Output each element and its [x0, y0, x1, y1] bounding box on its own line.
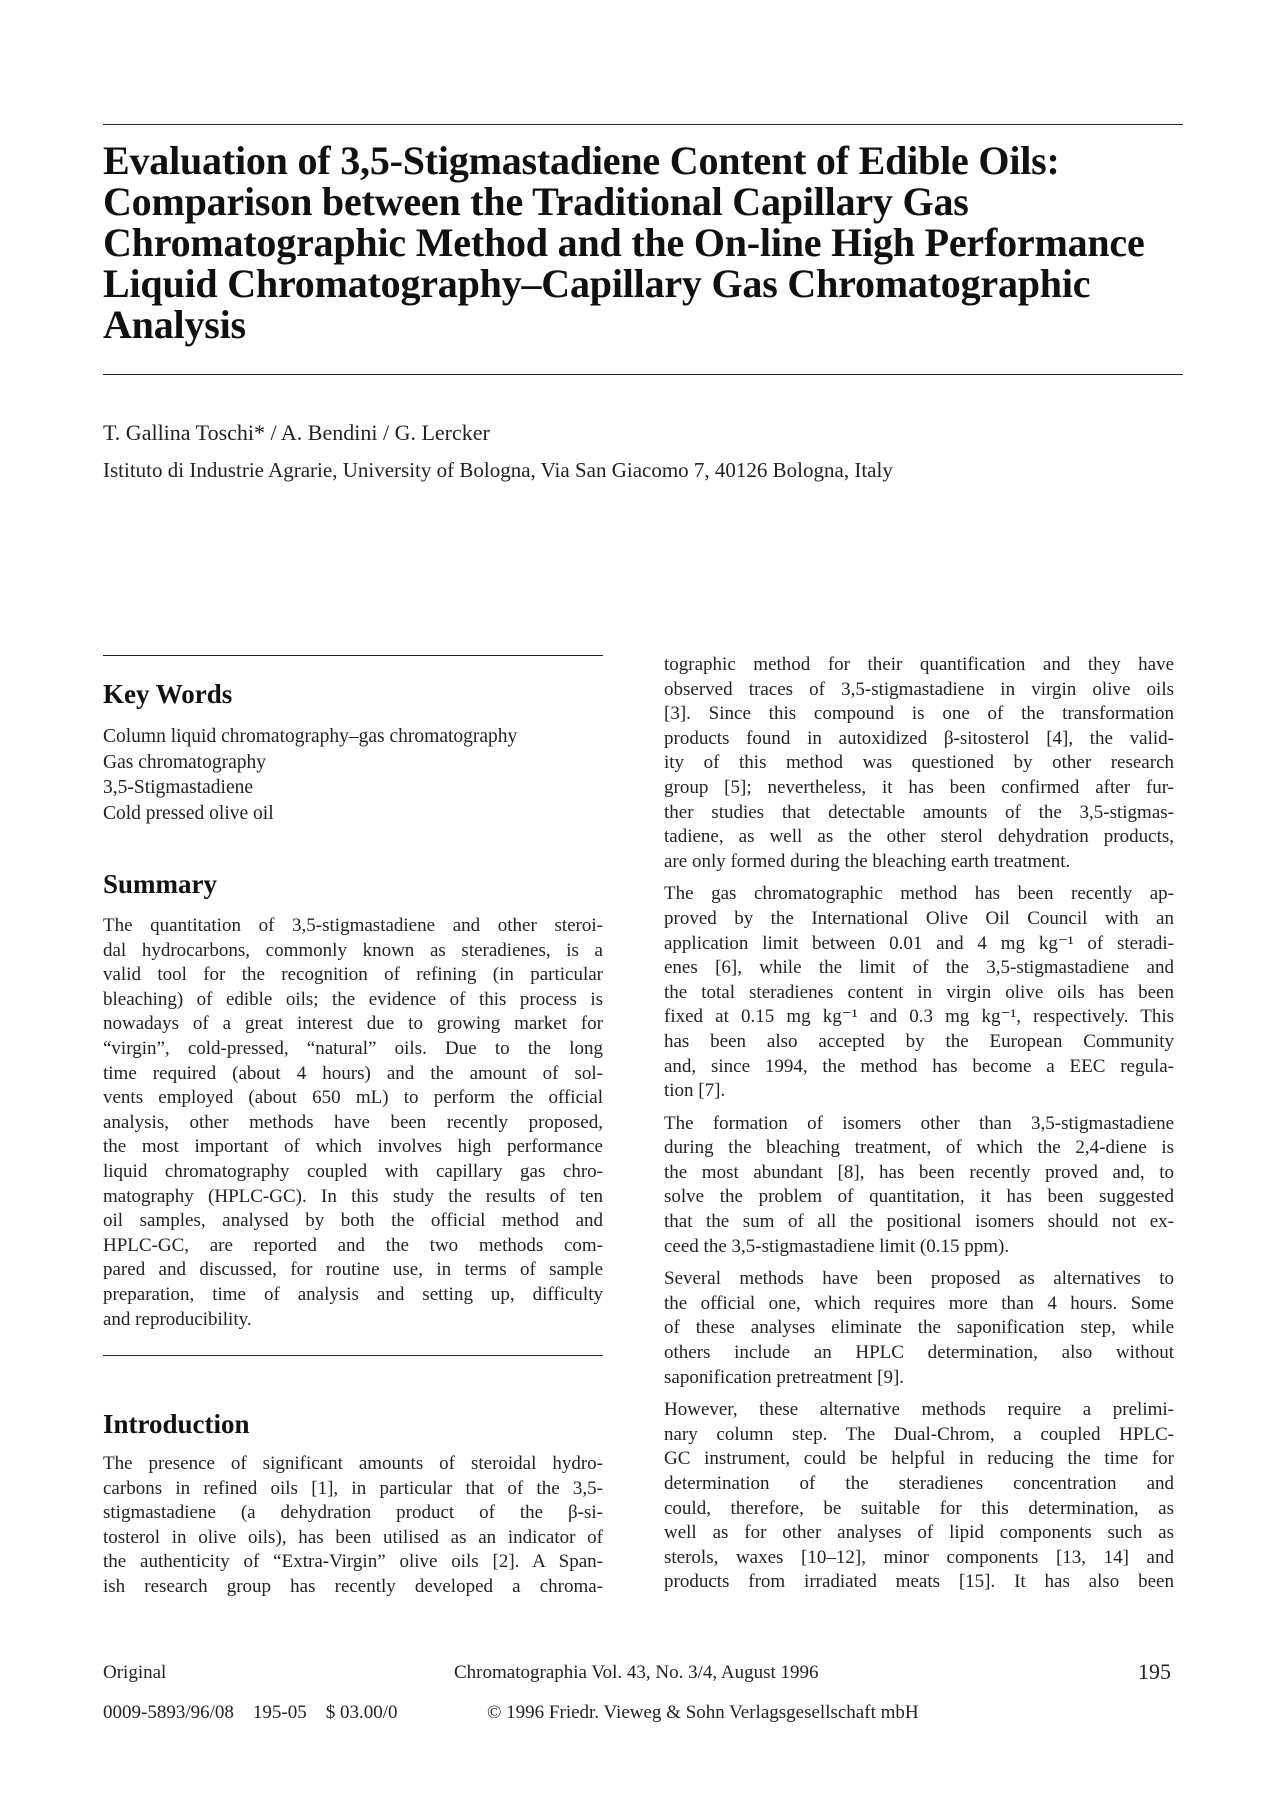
paragraph — [664, 1112, 1174, 1260]
paragraph-line: nary column step. The Dual-Chrom, a coupled HPLC- — [664, 1423, 1174, 1445]
title-line: Comparison between the Traditional Capillary Gas — [103, 179, 969, 224]
paragraph-line: fixed at 0.15 mg kg⁻¹ and 0.3 mg kg⁻¹, respectively. This — [664, 1006, 1174, 1028]
summary-line: valid tool for the recognition of refining (in particular — [103, 964, 603, 986]
summary-line: oil samples, analysed by both the official method and — [103, 1210, 603, 1232]
introduction-line: stigmastadiene (a dehydration product of the β-si- — [103, 1502, 603, 1524]
copyright: © 1996 Friedr. Vieweg & Sohn Verlagsgesellschaft mbH — [487, 1702, 919, 1723]
authors: T. Gallina Toschi* / A. Bendini / G. Lercker — [103, 420, 490, 445]
paragraph-line: of these analyses eliminate the saponification step, while — [664, 1317, 1174, 1339]
paragraph — [664, 1398, 1174, 1595]
paragraph-line: However, these alternative methods require a prelimi- — [664, 1399, 1174, 1421]
title-bottom-rule — [103, 374, 1183, 375]
keywords-heading: Key Words — [103, 679, 233, 709]
introduction-line: carbons in refined oils [1], in particular that of the 3,5- — [103, 1477, 603, 1499]
paragraph-line: could, therefore, be suitable for this determination, as — [664, 1497, 1174, 1519]
keyword-list — [103, 724, 603, 826]
summary-line: time required (about 4 hours) and the amount of sol- — [103, 1062, 603, 1084]
paragraph-line: tadiene, as well as the other sterol dehydration products, — [664, 826, 1174, 848]
introduction-section — [103, 1408, 603, 1600]
paragraph-line: enes [6], while the limit of the 3,5-stigmastadiene and — [664, 957, 1174, 979]
paragraph-line: group [5]; nevertheless, it has been confirmed after fur- — [664, 776, 1174, 798]
paragraph-line: Several methods have been proposed as alternatives to — [664, 1268, 1174, 1290]
summary-line: HPLC-GC, are reported and the two methods com- — [103, 1234, 603, 1256]
paragraph-line: ther studies that detectable amounts of the 3,5-stigmas- — [664, 801, 1174, 823]
paragraph-line: products from irradiated meats [15]. It has also been — [664, 1571, 1174, 1593]
summary-line: pared and discussed, for routine use, in terms of sample — [103, 1259, 603, 1281]
summary-line: preparation, time of analysis and setting up, difficulty — [103, 1283, 603, 1305]
summary-line: and reproducibility. — [103, 1308, 252, 1330]
summary-line: liquid chromatography coupled with capillary gas chro- — [103, 1160, 603, 1182]
article-title — [103, 140, 1183, 345]
summary-line: “virgin”, cold-pressed, “natural” oils. Due to the long — [103, 1037, 603, 1059]
page-number: 195 — [1138, 1659, 1171, 1684]
paragraph-line: products found in autoxidized β-sitosterol [4], the valid- — [664, 727, 1174, 749]
summary-section — [103, 868, 603, 1332]
paragraph — [664, 653, 1174, 874]
paragraph-line: saponification pretreatment [9]. — [664, 1366, 905, 1388]
summary-bottom-rule — [103, 1355, 603, 1356]
paragraph-line: well as for other analyses of lipid components such as — [664, 1522, 1174, 1544]
title-line: Evaluation of 3,5-Stigmastadiene Content of Edible Oils: — [103, 138, 1060, 183]
paragraph-line: solve the problem of quantitation, it has been suggested — [664, 1186, 1174, 1208]
summary-line: dal hydrocarbons, commonly known as steradienes, is a — [103, 939, 603, 961]
paragraph-line: sterols, waxes [10–12], minor components [13, 14] and — [664, 1546, 1174, 1568]
paragraph-line: are only formed during the bleaching earth treatment. — [664, 850, 1071, 872]
paragraph-line: ceed the 3,5-stigmastadiene limit (0.15 ppm). — [664, 1235, 1010, 1257]
paragraph — [664, 1267, 1174, 1390]
summary-line: nowadays of a great interest due to growing market for — [103, 1013, 603, 1035]
title-line: Chromatographic Method and the On-line High Performance — [103, 220, 1145, 265]
paragraph-line: and, since 1994, the method has become a EEC regula- — [664, 1055, 1174, 1077]
keywords-section — [103, 678, 603, 826]
summary-line: matography (HPLC-GC). In this study the results of ten — [103, 1185, 603, 1207]
summary-line: The quantitation of 3,5-stigmastadiene and other steroi- — [103, 915, 603, 936]
title-top-rule — [103, 124, 1183, 125]
paragraph-line: application limit between 0.01 and 4 mg kg⁻¹ of steradi- — [664, 932, 1174, 954]
article-code: 0009-5893/96/08 195-05 $ 03.00/0 — [103, 1702, 398, 1723]
summary-line: the most important of which involves high performance — [103, 1136, 603, 1158]
keyword-item: Cold pressed olive oil — [103, 802, 274, 824]
introduction-line: tosterol in olive oils), has been utilised as an indicator of — [103, 1526, 603, 1548]
paragraph-line: tographic method for their quantification and they have — [664, 654, 1174, 675]
summary-line: vents employed (about 650 mL) to perform the official — [103, 1087, 603, 1109]
affiliation: Istituto di Industrie Agrarie, University of Bologna, Via San Giacomo 7, 40126 Bologna, Italy — [103, 458, 893, 482]
introduction-heading: Introduction — [103, 1409, 250, 1439]
title-line: Analysis — [103, 302, 246, 347]
keyword-item: Column liquid chromatography–gas chromatography — [103, 726, 518, 747]
paragraph-line: [3]. Since this compound is one of the transformation — [664, 703, 1174, 725]
summary-line: bleaching) of edible oils; the evidence of this process is — [103, 988, 603, 1010]
paragraph-line: the official one, which requires more than 4 hours. Some — [664, 1292, 1174, 1314]
keyword-item: Gas chromatography — [103, 751, 266, 773]
introduction-line: The presence of significant amounts of steroidal hydro- — [103, 1453, 603, 1474]
summary-heading: Summary — [103, 869, 217, 899]
paragraph-line: proved by the International Olive Oil Council with an — [664, 907, 1174, 929]
introduction-line: ish research group has recently developed a chroma- — [103, 1575, 603, 1597]
summary-body — [103, 914, 603, 1332]
paragraph-line: The gas chromatographic method has been recently ap- — [664, 883, 1174, 905]
title-line: Liquid Chromatography–Capillary Gas Chromatographic — [103, 261, 1091, 306]
paragraph-line: ity of this method was questioned by other research — [664, 752, 1174, 774]
paragraph-line: during the bleaching treatment, of which the 2,4-diene is — [664, 1137, 1174, 1159]
paragraph-line: GC instrument, could be helpful in reducing the time for — [664, 1448, 1174, 1470]
paragraph-line: the most abundant [8], has been recently proved and, to — [664, 1161, 1174, 1183]
paragraph-line: has been also accepted by the European Community — [664, 1030, 1174, 1052]
introduction-body — [103, 1452, 603, 1600]
summary-line: analysis, other methods have been recently proposed, — [103, 1111, 603, 1133]
paragraph-line: the total steradienes content in virgin olive oils has been — [664, 981, 1174, 1003]
paragraph-line: determination of the steradienes concentration and — [664, 1473, 1174, 1494]
paragraph-line: The formation of isomers other than 3,5-stigmastadiene — [664, 1112, 1174, 1134]
keyword-item: 3,5-Stigmastadiene — [103, 777, 254, 798]
journal-citation: Chromatographia Vol. 43, No. 3/4, August 1996 — [454, 1662, 819, 1683]
article-type: Original — [103, 1662, 167, 1683]
keywords-top-rule — [103, 655, 603, 656]
paragraph — [664, 882, 1174, 1103]
introduction-line: the authenticity of “Extra-Virgin” olive oils [2]. A Span- — [103, 1551, 603, 1573]
right-column — [664, 653, 1174, 1595]
paragraph-line: observed traces of 3,5-stigmastadiene in virgin olive oils — [664, 678, 1174, 700]
paragraph-line: tion [7]. — [664, 1080, 726, 1102]
paragraph-line: that the sum of all the positional isomers should not ex- — [664, 1211, 1174, 1233]
paragraph-line: others include an HPLC determination, also without — [664, 1342, 1174, 1364]
